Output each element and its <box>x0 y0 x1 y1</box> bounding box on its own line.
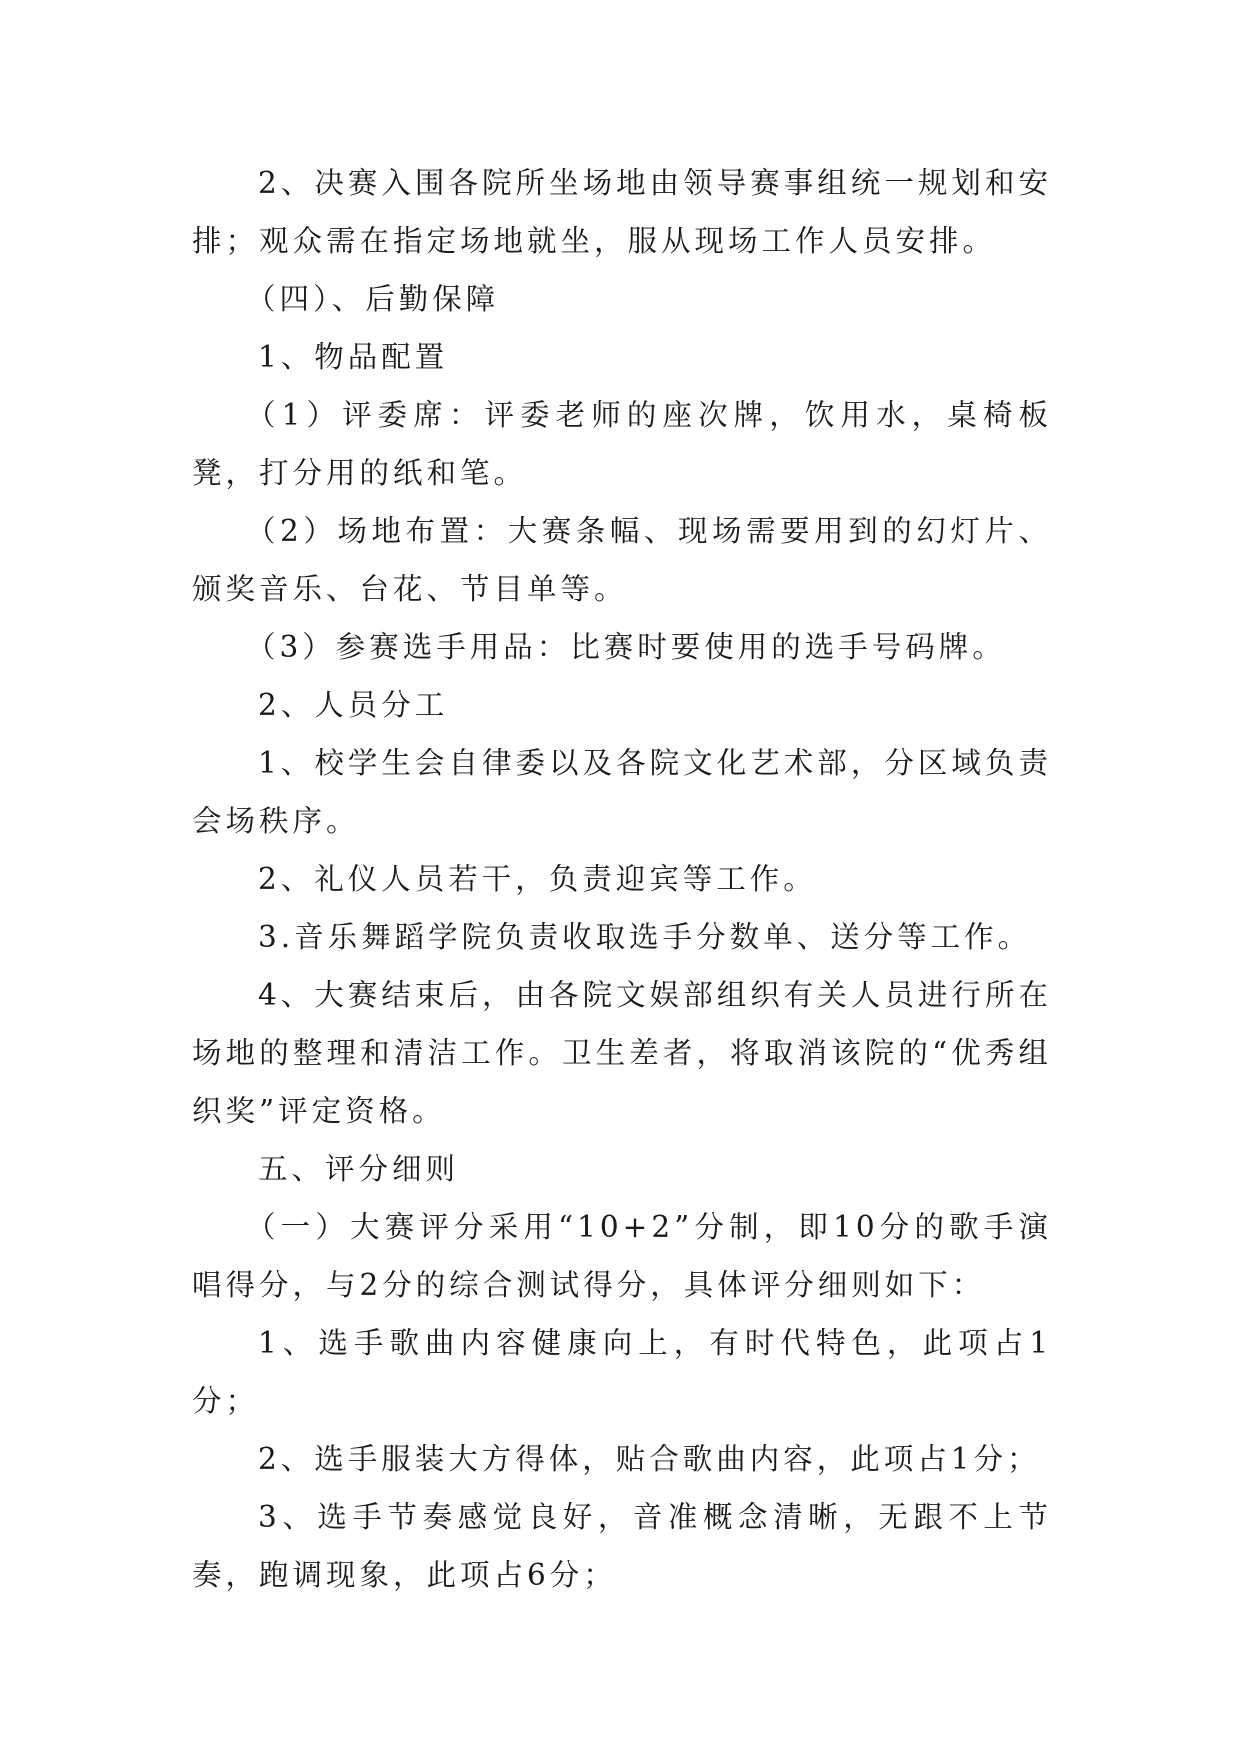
subheading-staff-assignment: 2、人员分工 <box>258 688 449 722</box>
paragraph-contestant-items: （3）参赛选手用品：比赛时要使用的选手号码牌。 <box>246 630 1006 664</box>
section-heading-logistics: （四）、后勤保障 <box>246 282 500 316</box>
document-body <box>192 154 1052 1604</box>
paragraph-scoring-system: （一）大赛评分采用“10+2”分制，即10分的歌手演唱得分，与2分的综合测试得分，具体评分细则如下： <box>192 1210 1052 1302</box>
paragraph-venue-layout: （2）场地布置：大赛条幅、现场需要用到的幻灯片、颁奖音乐、台花、节目单等。 <box>192 514 1052 606</box>
paragraph-judges-table: （1）评委席：评委老师的座次牌，饮用水，桌椅板凳，打分用的纸和笔。 <box>192 398 1052 490</box>
paragraph-score-collection: 3.音乐舞蹈学院负责收取选手分数单、送分等工作。 <box>258 920 1032 954</box>
paragraph-etiquette-staff: 2、礼仪人员若干，负责迎宾等工作。 <box>258 862 817 896</box>
paragraph-criterion-content: 1、选手歌曲内容健康向上，有时代特色，此项占1分； <box>192 1326 1052 1418</box>
paragraph-criterion-costume: 2、选手服装大方得体，贴合歌曲内容，此项占1分； <box>258 1442 1041 1476</box>
subheading-item-configuration: 1、物品配置 <box>258 340 449 374</box>
section-heading-scoring: 五、评分细则 <box>258 1152 460 1186</box>
paragraph-cleanup: 4、大赛结束后，由各院文娱部组织有关人员进行所在场地的整理和清洁工作。卫生差者，将取消该院的“优秀组织奖”评定资格。 <box>192 978 1052 1128</box>
paragraph-venue-arrangement: 2、决赛入围各院所坐场地由领导赛事组统一规划和安排；观众需在指定场地就坐，服从现场工作人员安排。 <box>192 166 1052 258</box>
paragraph-order-duty: 1、校学生会自律委以及各院文化艺术部，分区域负责会场秩序。 <box>192 746 1052 838</box>
paragraph-criterion-rhythm: 3、选手节奏感觉良好，音准概念清晰，无跟不上节奏，跑调现象，此项占6分； <box>192 1500 1052 1592</box>
